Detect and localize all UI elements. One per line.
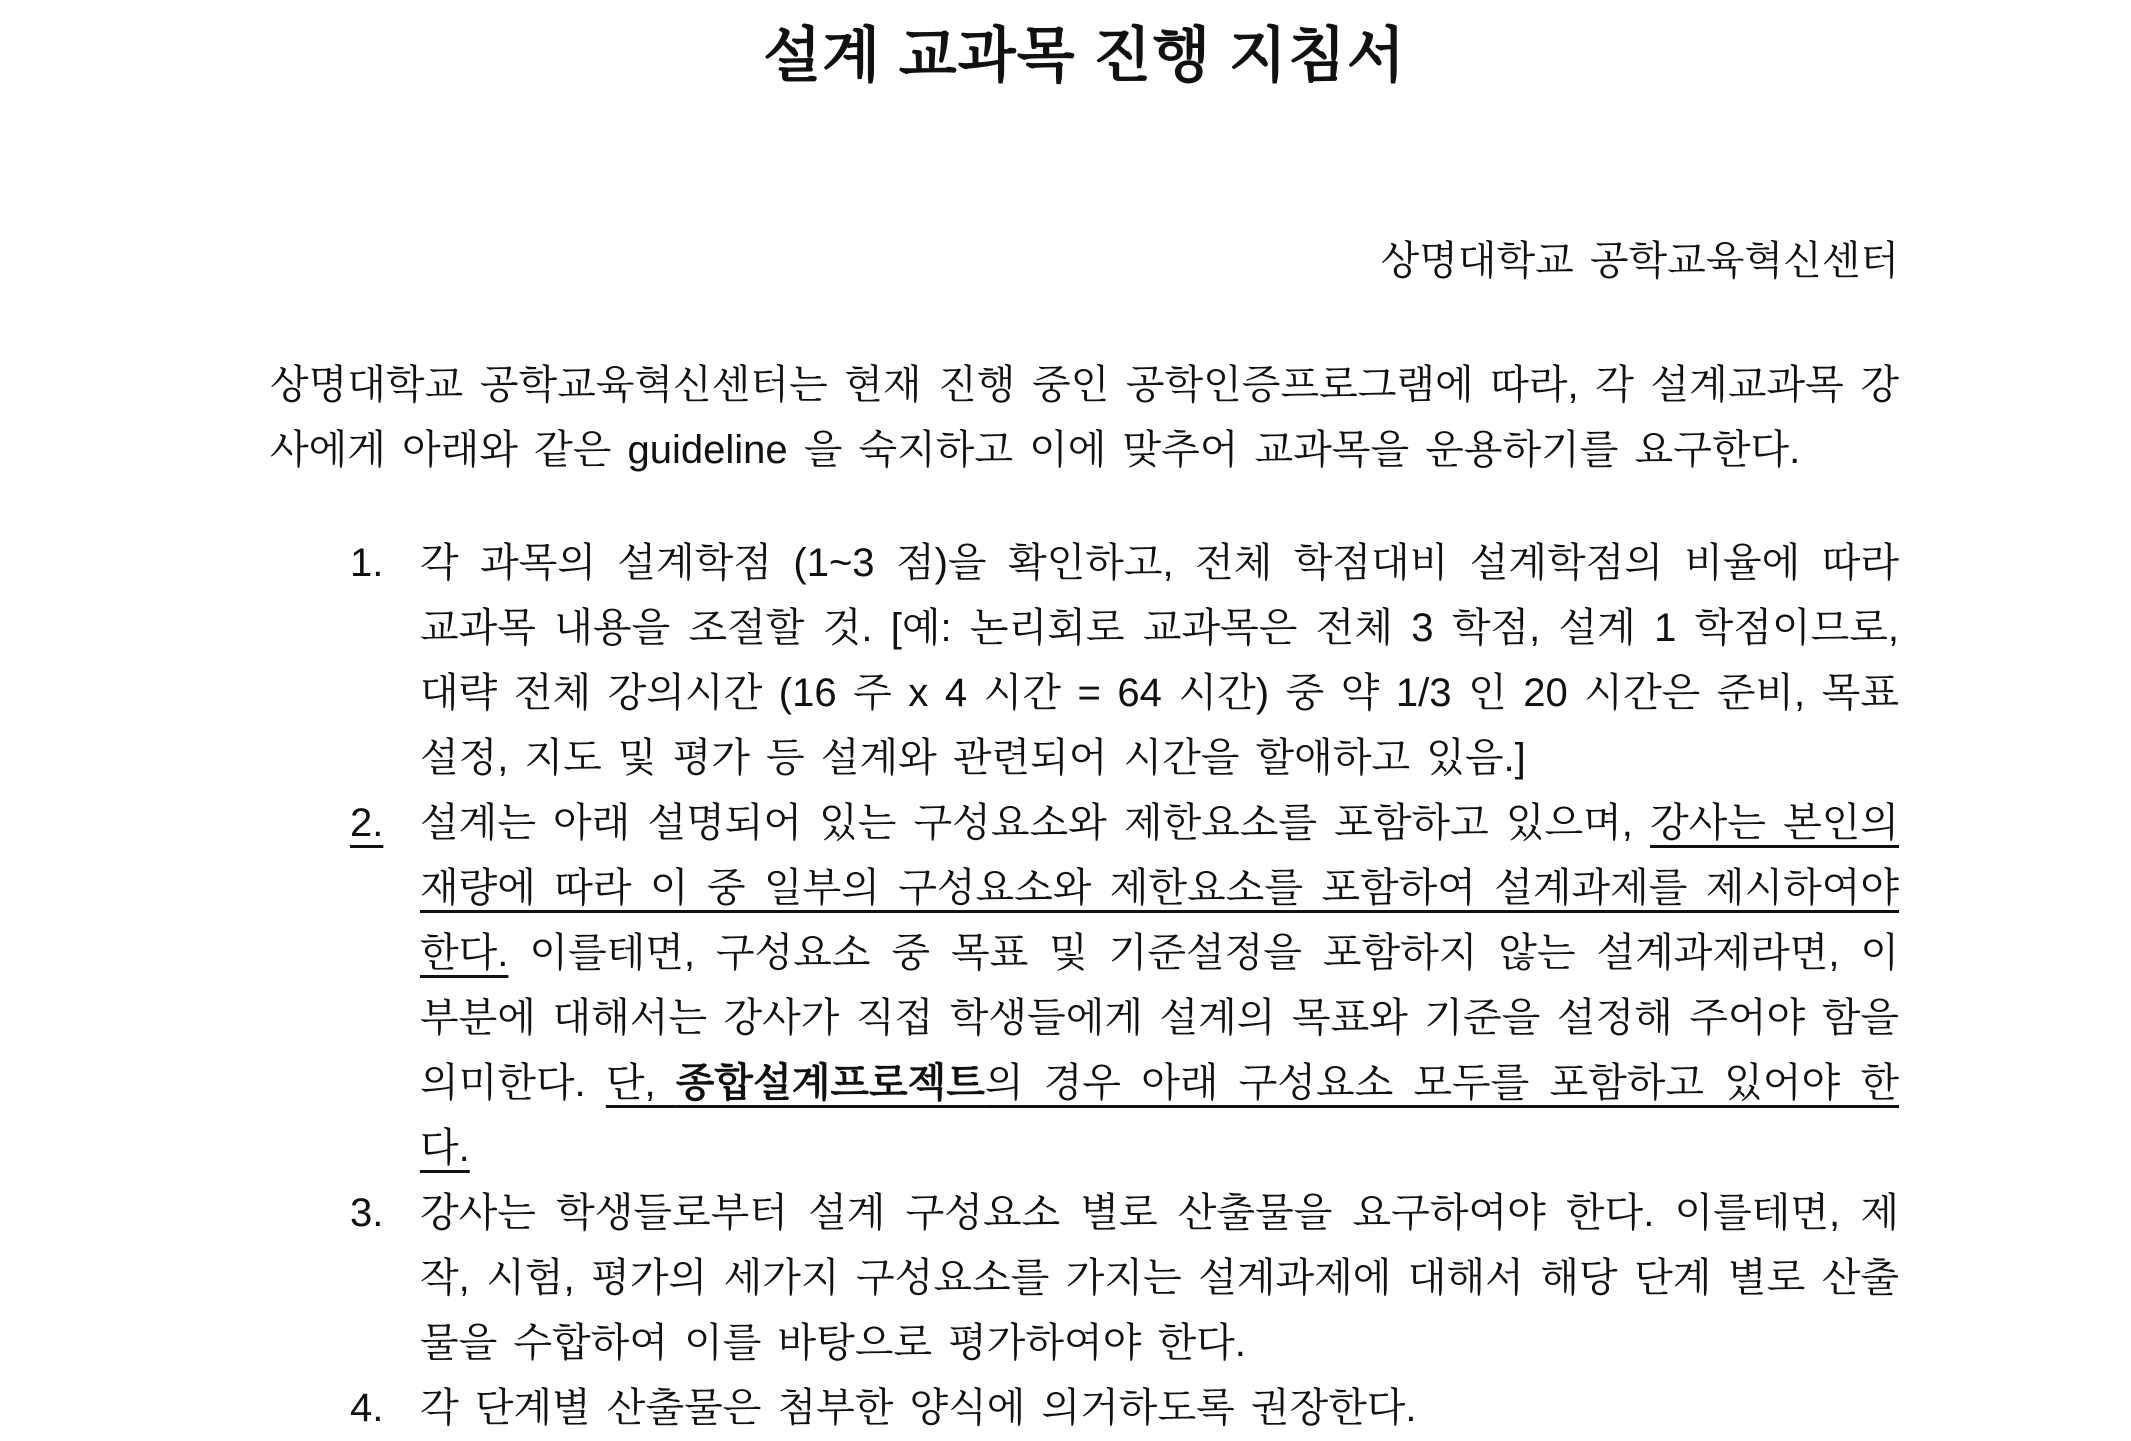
intro-paragraph: 상명대학교 공학교육혁신센터는 현재 진행 중인 공학인증프로그램에 따라, 각 설계교과목 강사에게 아래와 같은 guideline 을 숙지하고 이에 맞추어 교과목을 운용하기를 요구한다. [270, 363, 1899, 472]
text-segment: 이를테면, 구성요소 중 목표 및 기준설정을 포함하지 않는 설계과제라면, 이 부분에 대해서는 강사가 직접 학생들에게 설계의 목표와 기준을 설정해 주어야 함을 의미한다. [420, 931, 1899, 1105]
list-item-4 [350, 1376, 1899, 1441]
text-segment: 종합설계프로젝트 [675, 1061, 985, 1105]
list-item-number: 1. [350, 541, 384, 585]
list-item-number: 2. [350, 801, 384, 845]
text-segment: 강사는 학생들로부터 설계 구성요소 별로 산출물을 요구하여야 한다. 이를테면, 제작, 시험, 평가의 세가지 구성요소를 가지는 설계과제에 대해서 해당 단계 별로 산출물을 수합하여 이를 바탕으로 평가하여야 한다. [420, 1191, 1899, 1365]
list-item-text [420, 531, 1899, 791]
text-segment: 의 경우 아래 구성요소 모두를 포함하고 있어야 한다. [420, 1061, 1899, 1170]
list-item-number: 3. [350, 1191, 384, 1235]
list-item-number: 4. [350, 1386, 384, 1430]
text-segment: 설계는 아래 설명되어 있는 구성요소와 제한요소를 포함하고 있으며, [420, 801, 1651, 845]
list-item-3 [350, 1181, 1899, 1376]
list-item-text [420, 1376, 1899, 1441]
list-item-1 [350, 531, 1899, 791]
list-item-text [420, 1181, 1899, 1376]
byline-org: 상명대학교 공학교육혁신센터 [1380, 239, 1899, 283]
text-segment: 단, [605, 1061, 676, 1105]
text-segment: 각 단계별 산출물은 첨부한 양식에 의거하도록 권장한다. [420, 1386, 1417, 1430]
text-segment: 각 과목의 설계학점 (1~3 점)을 확인하고, 전체 학점대비 설계학점의 비율에 따라 교과목 내용을 조절할 것. [예: 논리회로 교과목은 전체 3 학점, 설계 1 학점이므로, 대략 전체 강의시간 (16 주 x 4 시간 = 64 시간) 중 약 1/3 인 20 시간은 준비, 목표 설정, 지도 및 평가 등 설계와 관련되어 시간을 할애하고 있음.] [420, 541, 1899, 780]
page-title: 설계 교과목 진행 지침서 [763, 22, 1406, 89]
text-segment: 강사는 본인의 재량에 따라 이 중 일부의 구성요소와 제한요소를 포함하여 설계과제를 제시하여야 한다. [420, 801, 1899, 975]
numbered-list [350, 531, 1899, 1441]
list-item-text [420, 791, 1899, 1181]
list-item-2 [350, 791, 1899, 1181]
